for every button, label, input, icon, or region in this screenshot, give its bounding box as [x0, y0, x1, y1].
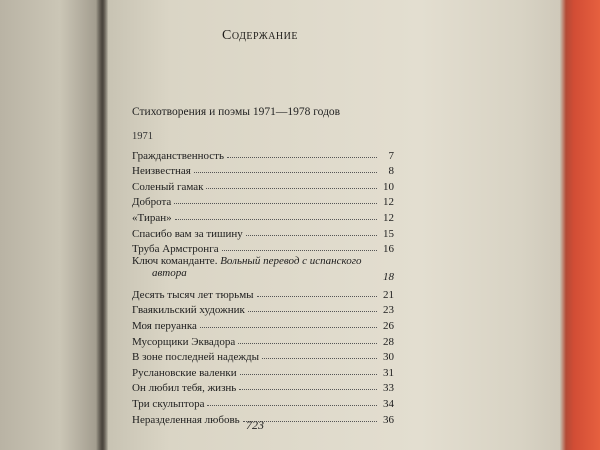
toc-entry-page: 12: [383, 211, 394, 224]
leader-dots: [194, 172, 377, 173]
toc-entry-page: 30: [383, 351, 394, 364]
toc-entry-title: Доброта: [132, 196, 172, 209]
toc-entry-title: Ключ команданте.: [132, 255, 218, 268]
toc-entry-title: В зоне последней надежды: [132, 351, 259, 364]
toc-entry-title: Десять тысяч лет тюрьмы: [132, 288, 254, 301]
toc-entry: [132, 224, 394, 240]
toc-entry-page: 7: [388, 149, 394, 162]
page-number: 723: [246, 418, 264, 432]
toc-entry-page: 34: [383, 397, 394, 410]
left-page: [0, 0, 96, 450]
toc-entry: [132, 255, 394, 285]
leader-dots: [238, 343, 377, 344]
leader-dots: [262, 358, 377, 359]
toc-entry-title: Труба Армстронга: [132, 243, 219, 256]
leader-dots: [175, 219, 377, 220]
toc-entry-title: «Тиран»: [132, 211, 172, 224]
leader-dots: [207, 405, 377, 406]
leader-dots: [240, 374, 377, 375]
toc-entry-title: Он любил тебя, жизнь: [132, 382, 237, 395]
toc-entry: [132, 193, 394, 209]
leader-dots: [222, 250, 377, 251]
book-edge: [560, 0, 600, 450]
toc-entry: [132, 394, 394, 410]
leader-dots: [257, 296, 377, 297]
toc-entry: [132, 208, 394, 224]
toc-entry-title: Гваякильский художник: [132, 304, 245, 317]
toc-entry-title: Неизвестная: [132, 165, 191, 178]
toc-entry-title: Спасибо вам за тишину: [132, 227, 243, 240]
toc-entry-page: 10: [383, 180, 394, 193]
toc-entry-page: 15: [383, 227, 394, 240]
toc-entry-page: 36: [383, 413, 394, 426]
toc-entry-page: 31: [383, 366, 394, 379]
leader-dots: [200, 327, 377, 328]
section-heading: Стихотворения и поэмы 1971—1978 годов: [132, 106, 341, 118]
leader-dots: [227, 157, 377, 158]
toc-entry-page: 8: [388, 165, 394, 178]
leader-dots: [206, 188, 377, 189]
toc-entry: [132, 240, 394, 256]
toc-entry: [132, 348, 394, 364]
toc-entry: [132, 177, 394, 193]
toc-entry-subtitle: автора: [152, 267, 187, 280]
toc-entry-page: 33: [383, 382, 394, 395]
toc-entry: [132, 316, 394, 332]
leader-dots: [248, 311, 377, 312]
toc-entry-page: 16: [383, 243, 394, 256]
toc-entry-page: 28: [383, 335, 394, 348]
page-title: Содержание: [222, 28, 298, 43]
toc-entry: [132, 363, 394, 379]
toc-entry-page: 26: [383, 319, 394, 332]
toc-entry: [132, 285, 394, 301]
toc-entry-page: 23: [383, 304, 394, 317]
toc-entry-title-line: [132, 255, 394, 267]
leader-dots: [239, 389, 377, 390]
book-gutter: [96, 0, 108, 450]
toc-entry-page: 12: [383, 196, 394, 209]
toc-entry-title: Соленый гамак: [132, 180, 204, 193]
toc-entry-page: 21: [383, 288, 394, 301]
toc-entry: [132, 379, 394, 395]
toc-entry: [132, 146, 394, 162]
toc-entry-title: Три скульптора: [132, 397, 205, 410]
toc-entry: [132, 301, 394, 317]
toc-entry-title: Мусорщики Эквадора: [132, 335, 236, 348]
toc-entry-title: Руслановские валенки: [132, 366, 237, 379]
toc-entry: [132, 332, 394, 348]
toc-list: [132, 146, 394, 426]
toc-entry-title: Гражданственность: [132, 149, 224, 162]
toc-entry: [132, 162, 394, 178]
leader-dots: [174, 203, 377, 204]
toc-entry-subtitle: Вольный перевод с испанского: [220, 255, 362, 268]
toc-entry-title: Моя перуанка: [132, 319, 197, 332]
leader-dots: [246, 235, 377, 236]
year-label: 1971: [132, 131, 153, 142]
toc-entry-page: 18: [383, 271, 394, 284]
toc-entry-title: Неразделенная любовь: [132, 413, 240, 426]
